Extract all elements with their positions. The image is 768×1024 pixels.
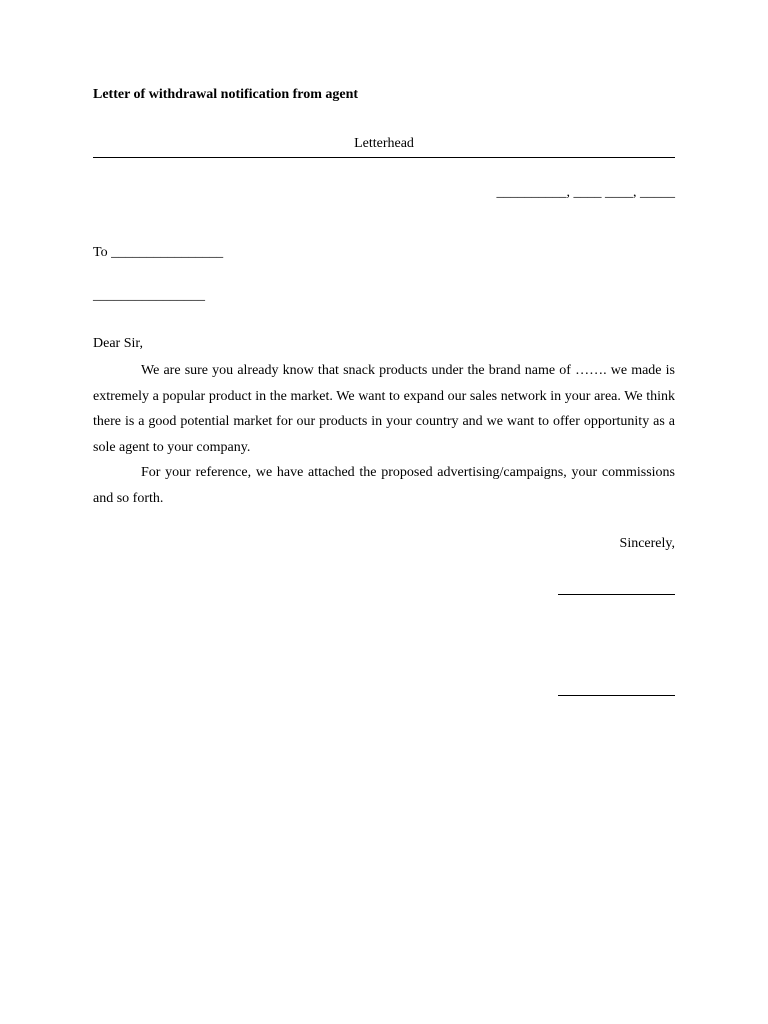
letter-body [93,358,675,511]
document-title: Letter of withdrawal notification from agent [93,87,359,102]
closing: Sincerely, [619,536,675,551]
recipient-address-blank: ________________ [93,288,205,303]
salutation: Dear Sir, [93,336,143,351]
recipient-line: To ________________ [93,245,224,260]
letterhead-label: Letterhead [354,136,414,151]
body-paragraph-1: We are sure you already know that snack products under the brand name of ……. we made is extremely a popular product in the market. We want to expand our sales network in your area. We think there is a good potential market for our products in your country and we want to offer opportunity as a sole agent to your company. [93,363,675,455]
signature-line [558,594,675,595]
date-blank: __________, ____ ____, _____ [496,185,675,200]
letterhead-divider [93,157,675,158]
name-line [558,695,675,696]
body-paragraph-2: For your reference, we have attached the proposed advertising/campaigns, your commissions and so forth. [93,465,675,506]
